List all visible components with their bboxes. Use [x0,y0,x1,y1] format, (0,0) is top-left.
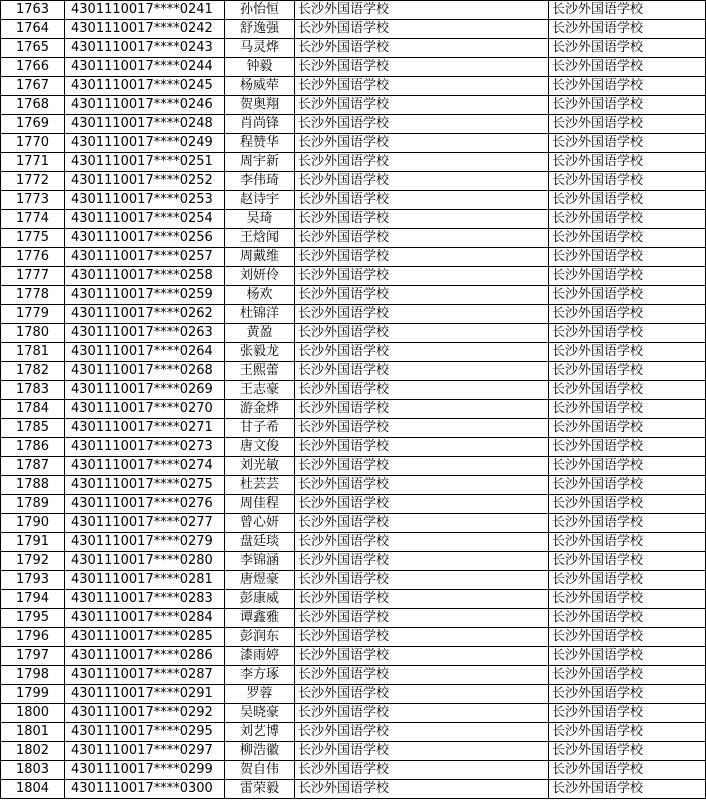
cell-admitted-school: 长沙外国语学校 [549,476,706,495]
cell-student-name: 刘光敏 [225,457,295,476]
cell-exam-id: 4301110017****0279 [65,533,225,552]
cell-school: 长沙外国语学校 [295,590,549,609]
cell-school: 长沙外国语学校 [295,742,549,761]
cell-student-name: 吴晓豪 [225,704,295,723]
table-row [1,590,706,609]
cell-serial-number: 1769 [1,115,65,134]
cell-school: 长沙外国语学校 [295,248,549,267]
cell-exam-id: 4301110017****0275 [65,476,225,495]
cell-exam-id: 4301110017****0287 [65,666,225,685]
cell-admitted-school: 长沙外国语学校 [549,590,706,609]
cell-serial-number: 1776 [1,248,65,267]
cell-admitted-school: 长沙外国语学校 [549,115,706,134]
cell-admitted-school: 长沙外国语学校 [549,609,706,628]
cell-admitted-school: 长沙外国语学校 [549,248,706,267]
cell-student-name: 曾心妍 [225,514,295,533]
cell-serial-number: 1789 [1,495,65,514]
cell-student-name: 王志豪 [225,381,295,400]
cell-serial-number: 1795 [1,609,65,628]
cell-serial-number: 1794 [1,590,65,609]
cell-student-name: 马灵烨 [225,39,295,58]
cell-student-name: 王焓闻 [225,229,295,248]
cell-student-name: 周宇新 [225,153,295,172]
table-row [1,704,706,723]
cell-school: 长沙外国语学校 [295,419,549,438]
cell-student-name: 刘妍伶 [225,267,295,286]
cell-serial-number: 1777 [1,267,65,286]
cell-serial-number: 1766 [1,58,65,77]
cell-exam-id: 4301110017****0285 [65,628,225,647]
cell-exam-id: 4301110017****0292 [65,704,225,723]
cell-school: 长沙外国语学校 [295,20,549,39]
cell-student-name: 贺奥翔 [225,96,295,115]
cell-exam-id: 4301110017****0274 [65,457,225,476]
table-row [1,39,706,58]
cell-exam-id: 4301110017****0271 [65,419,225,438]
cell-exam-id: 4301110017****0286 [65,647,225,666]
cell-student-name: 彭润东 [225,628,295,647]
table-row [1,191,706,210]
cell-serial-number: 1803 [1,761,65,780]
table-row [1,438,706,457]
cell-admitted-school: 长沙外国语学校 [549,381,706,400]
table-row [1,666,706,685]
table-row [1,685,706,704]
cell-student-name: 张毅龙 [225,343,295,362]
cell-exam-id: 4301110017****0270 [65,400,225,419]
table-row [1,20,706,39]
cell-school: 长沙外国语学校 [295,723,549,742]
cell-school: 长沙外国语学校 [295,191,549,210]
cell-exam-id: 4301110017****0277 [65,514,225,533]
cell-admitted-school: 长沙外国语学校 [549,514,706,533]
cell-student-name: 肖尚锋 [225,115,295,134]
table-row [1,571,706,590]
cell-exam-id: 4301110017****0245 [65,77,225,96]
table-row [1,267,706,286]
cell-school: 长沙外国语学校 [295,647,549,666]
cell-admitted-school: 长沙外国语学校 [549,400,706,419]
table-row [1,229,706,248]
cell-student-name: 程赞华 [225,134,295,153]
table-row [1,514,706,533]
cell-student-name: 李方琢 [225,666,295,685]
cell-serial-number: 1788 [1,476,65,495]
cell-school: 长沙外国语学校 [295,343,549,362]
cell-student-name: 游金烨 [225,400,295,419]
cell-exam-id: 4301110017****0242 [65,20,225,39]
cell-admitted-school: 长沙外国语学校 [549,305,706,324]
cell-student-name: 谭鑫雅 [225,609,295,628]
cell-admitted-school: 长沙外国语学校 [549,666,706,685]
cell-serial-number: 1804 [1,780,65,799]
table-row [1,400,706,419]
table-row [1,96,706,115]
table-row [1,153,706,172]
cell-student-name: 盘廷琰 [225,533,295,552]
cell-admitted-school: 长沙外国语学校 [549,571,706,590]
cell-school: 长沙外国语学校 [295,780,549,799]
cell-serial-number: 1779 [1,305,65,324]
cell-serial-number: 1793 [1,571,65,590]
cell-serial-number: 1783 [1,381,65,400]
cell-school: 长沙外国语学校 [295,685,549,704]
cell-admitted-school: 长沙外国语学校 [549,77,706,96]
cell-student-name: 唐文俊 [225,438,295,457]
cell-school: 长沙外国语学校 [295,153,549,172]
cell-student-name: 吴琦 [225,210,295,229]
cell-student-name: 赵诗宇 [225,191,295,210]
cell-school: 长沙外国语学校 [295,324,549,343]
cell-student-name: 周戴维 [225,248,295,267]
cell-admitted-school: 长沙外国语学校 [549,685,706,704]
table-row [1,457,706,476]
table-row [1,419,706,438]
cell-student-name: 钟毅 [225,58,295,77]
cell-school: 长沙外国语学校 [295,533,549,552]
cell-school: 长沙外国语学校 [295,704,549,723]
table-row [1,210,706,229]
cell-exam-id: 4301110017****0295 [65,723,225,742]
table-row [1,362,706,381]
cell-admitted-school: 长沙外国语学校 [549,20,706,39]
cell-exam-id: 4301110017****0281 [65,571,225,590]
cell-school: 长沙外国语学校 [295,666,549,685]
cell-exam-id: 4301110017****0246 [65,96,225,115]
cell-serial-number: 1798 [1,666,65,685]
cell-admitted-school: 长沙外国语学校 [549,533,706,552]
cell-serial-number: 1772 [1,172,65,191]
table-body [1,1,706,799]
cell-exam-id: 4301110017****0299 [65,761,225,780]
table-row [1,609,706,628]
cell-school: 长沙外国语学校 [295,267,549,286]
table-row [1,628,706,647]
cell-admitted-school: 长沙外国语学校 [549,647,706,666]
table-row [1,552,706,571]
cell-admitted-school: 长沙外国语学校 [549,39,706,58]
cell-serial-number: 1778 [1,286,65,305]
cell-school: 长沙外国语学校 [295,362,549,381]
cell-serial-number: 1796 [1,628,65,647]
cell-school: 长沙外国语学校 [295,115,549,134]
cell-school: 长沙外国语学校 [295,305,549,324]
cell-admitted-school: 长沙外国语学校 [549,343,706,362]
cell-exam-id: 4301110017****0284 [65,609,225,628]
cell-admitted-school: 长沙外国语学校 [549,324,706,343]
table-row [1,115,706,134]
cell-school: 长沙外国语学校 [295,571,549,590]
cell-serial-number: 1763 [1,1,65,20]
cell-school: 长沙外国语学校 [295,210,549,229]
cell-student-name: 漆雨婷 [225,647,295,666]
cell-serial-number: 1770 [1,134,65,153]
cell-school: 长沙外国语学校 [295,1,549,20]
cell-student-name: 周佳程 [225,495,295,514]
cell-exam-id: 4301110017****0252 [65,172,225,191]
cell-serial-number: 1781 [1,343,65,362]
table-row [1,324,706,343]
cell-exam-id: 4301110017****0268 [65,362,225,381]
cell-student-name: 杜芸芸 [225,476,295,495]
cell-school: 长沙外国语学校 [295,761,549,780]
cell-serial-number: 1801 [1,723,65,742]
cell-school: 长沙外国语学校 [295,609,549,628]
cell-serial-number: 1767 [1,77,65,96]
table-row [1,248,706,267]
cell-serial-number: 1800 [1,704,65,723]
cell-exam-id: 4301110017****0259 [65,286,225,305]
cell-admitted-school: 长沙外国语学校 [549,96,706,115]
cell-serial-number: 1791 [1,533,65,552]
cell-serial-number: 1802 [1,742,65,761]
cell-exam-id: 4301110017****0262 [65,305,225,324]
cell-serial-number: 1774 [1,210,65,229]
table-row [1,305,706,324]
cell-serial-number: 1771 [1,153,65,172]
cell-student-name: 唐煜豪 [225,571,295,590]
cell-exam-id: 4301110017****0241 [65,1,225,20]
cell-school: 长沙外国语学校 [295,514,549,533]
table-row [1,77,706,96]
cell-student-name: 贺自伟 [225,761,295,780]
cell-student-name: 黄盈 [225,324,295,343]
cell-serial-number: 1797 [1,647,65,666]
cell-school: 长沙外国语学校 [295,172,549,191]
cell-serial-number: 1768 [1,96,65,115]
cell-serial-number: 1784 [1,400,65,419]
table-row [1,761,706,780]
cell-serial-number: 1792 [1,552,65,571]
cell-admitted-school: 长沙外国语学校 [549,134,706,153]
cell-admitted-school: 长沙外国语学校 [549,723,706,742]
cell-serial-number: 1773 [1,191,65,210]
table-row [1,1,706,20]
cell-admitted-school: 长沙外国语学校 [549,191,706,210]
cell-admitted-school: 长沙外国语学校 [549,457,706,476]
cell-admitted-school: 长沙外国语学校 [549,362,706,381]
cell-serial-number: 1764 [1,20,65,39]
cell-serial-number: 1790 [1,514,65,533]
table-row [1,533,706,552]
cell-school: 长沙外国语学校 [295,457,549,476]
cell-exam-id: 4301110017****0254 [65,210,225,229]
cell-exam-id: 4301110017****0249 [65,134,225,153]
cell-student-name: 孙怡恒 [225,1,295,20]
cell-serial-number: 1787 [1,457,65,476]
cell-exam-id: 4301110017****0251 [65,153,225,172]
table-row [1,58,706,77]
cell-serial-number: 1775 [1,229,65,248]
cell-admitted-school: 长沙外国语学校 [549,761,706,780]
cell-admitted-school: 长沙外国语学校 [549,1,706,20]
cell-school: 长沙外国语学校 [295,628,549,647]
cell-exam-id: 4301110017****0280 [65,552,225,571]
cell-student-name: 王熙蕾 [225,362,295,381]
cell-admitted-school: 长沙外国语学校 [549,172,706,191]
cell-admitted-school: 长沙外国语学校 [549,780,706,799]
cell-exam-id: 4301110017****0300 [65,780,225,799]
cell-student-name: 杨欢 [225,286,295,305]
cell-serial-number: 1786 [1,438,65,457]
table-row [1,742,706,761]
cell-exam-id: 4301110017****0244 [65,58,225,77]
cell-student-name: 李伟琦 [225,172,295,191]
cell-exam-id: 4301110017****0253 [65,191,225,210]
cell-school: 长沙外国语学校 [295,381,549,400]
cell-student-name: 舒逸强 [225,20,295,39]
cell-exam-id: 4301110017****0269 [65,381,225,400]
cell-admitted-school: 长沙外国语学校 [549,58,706,77]
table-row [1,343,706,362]
cell-student-name: 甘子希 [225,419,295,438]
cell-admitted-school: 长沙外国语学校 [549,438,706,457]
cell-exam-id: 4301110017****0263 [65,324,225,343]
cell-school: 长沙外国语学校 [295,96,549,115]
cell-exam-id: 4301110017****0264 [65,343,225,362]
cell-school: 长沙外国语学校 [295,438,549,457]
cell-serial-number: 1780 [1,324,65,343]
cell-admitted-school: 长沙外国语学校 [549,742,706,761]
table-row [1,381,706,400]
cell-student-name: 罗蓉 [225,685,295,704]
cell-exam-id: 4301110017****0248 [65,115,225,134]
table-row [1,286,706,305]
cell-student-name: 刘艺博 [225,723,295,742]
cell-student-name: 李锦涵 [225,552,295,571]
table-row [1,780,706,799]
table-row [1,647,706,666]
cell-serial-number: 1799 [1,685,65,704]
cell-school: 长沙外国语学校 [295,58,549,77]
cell-student-name: 柳浩徽 [225,742,295,761]
cell-student-name: 杨威荦 [225,77,295,96]
table-row [1,134,706,153]
cell-admitted-school: 长沙外国语学校 [549,419,706,438]
cell-exam-id: 4301110017****0273 [65,438,225,457]
cell-admitted-school: 长沙外国语学校 [549,210,706,229]
cell-school: 长沙外国语学校 [295,400,549,419]
cell-school: 长沙外国语学校 [295,229,549,248]
table-row [1,172,706,191]
cell-exam-id: 4301110017****0291 [65,685,225,704]
cell-admitted-school: 长沙外国语学校 [549,267,706,286]
cell-admitted-school: 长沙外国语学校 [549,704,706,723]
cell-school: 长沙外国语学校 [295,134,549,153]
cell-serial-number: 1782 [1,362,65,381]
cell-admitted-school: 长沙外国语学校 [549,286,706,305]
cell-school: 长沙外国语学校 [295,286,549,305]
cell-school: 长沙外国语学校 [295,552,549,571]
cell-school: 长沙外国语学校 [295,495,549,514]
cell-school: 长沙外国语学校 [295,39,549,58]
cell-admitted-school: 长沙外国语学校 [549,552,706,571]
cell-serial-number: 1785 [1,419,65,438]
cell-school: 长沙外国语学校 [295,77,549,96]
cell-school: 长沙外国语学校 [295,476,549,495]
cell-student-name: 彭康威 [225,590,295,609]
table-row [1,495,706,514]
cell-admitted-school: 长沙外国语学校 [549,628,706,647]
cell-exam-id: 4301110017****0297 [65,742,225,761]
table-row [1,723,706,742]
table-row [1,476,706,495]
cell-admitted-school: 长沙外国语学校 [549,153,706,172]
cell-exam-id: 4301110017****0243 [65,39,225,58]
cell-exam-id: 4301110017****0257 [65,248,225,267]
cell-student-name: 杜锦洋 [225,305,295,324]
cell-student-name: 雷荣毅 [225,780,295,799]
cell-serial-number: 1765 [1,39,65,58]
cell-exam-id: 4301110017****0283 [65,590,225,609]
cell-exam-id: 4301110017****0276 [65,495,225,514]
cell-admitted-school: 长沙外国语学校 [549,229,706,248]
cell-admitted-school: 长沙外国语学校 [549,495,706,514]
cell-exam-id: 4301110017****0256 [65,229,225,248]
cell-exam-id: 4301110017****0258 [65,267,225,286]
